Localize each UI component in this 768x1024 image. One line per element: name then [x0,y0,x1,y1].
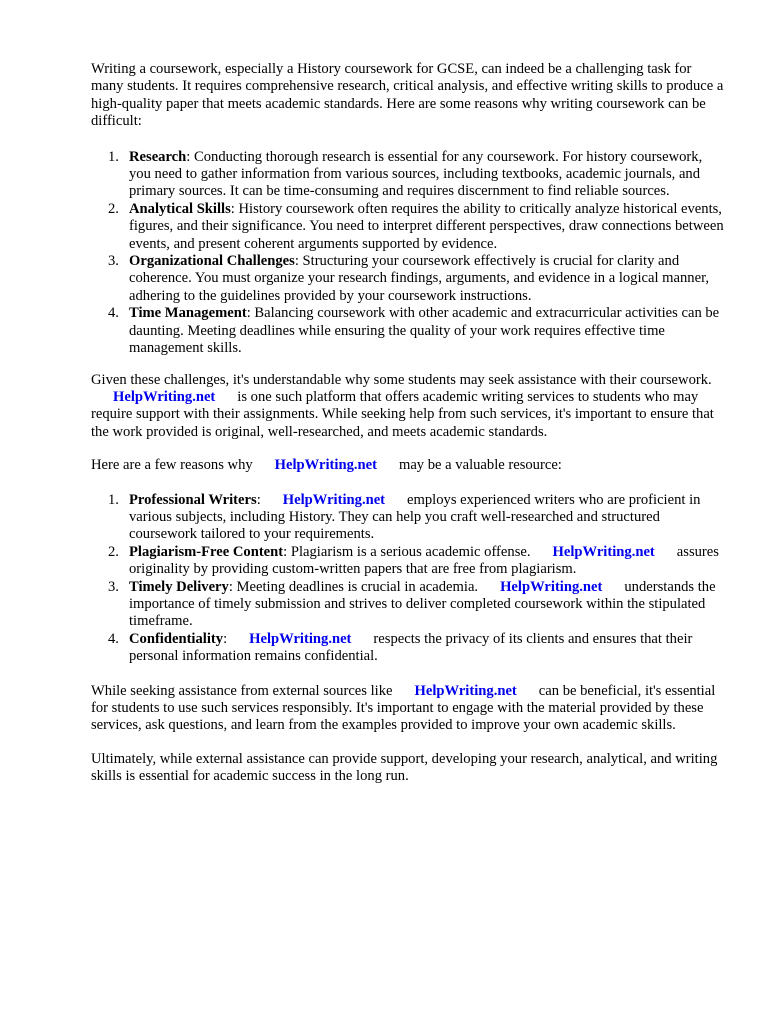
item-title: Confidentiality [129,630,224,647]
item-text: Structuring your coursework effectively is crucial for clarity and coherence. You must organize your research findings, arguments, and evidence in a logical manner, adhering to the guidelines provided by your coursework instructions. [129,253,710,304]
item-text: assures originality by providing custom-written papers that are free from plagiarism. [129,543,719,578]
item-title: Organizational Challenges [129,253,295,270]
item-text: respects the privacy of its clients and ensures that their personal information remains confidential. [129,630,693,665]
list-number: 4. [108,630,119,647]
list-item [91,631,727,666]
helpwriting-link[interactable]: HelpWriting.net [500,578,603,595]
conclusion-paragraph: Ultimately, while external assistance can provide support, developing your research, analytical, and writing skills is essential for academic success in the long run. [91,750,718,785]
helpwriting-link[interactable]: HelpWriting.net [282,491,386,508]
list-item [91,149,727,201]
document-page [91,61,727,802]
helpwriting-link[interactable]: HelpWriting.net [414,682,517,699]
item-text: Plagiarism is a serious academic offense. [287,543,531,560]
item-title: Plagiarism-Free Content [129,543,284,560]
list-item [91,305,727,357]
item-title: Research [129,148,187,165]
item-text: Balancing coursework with other academic and extracurricular activities can be daunting. Meeting deadlines while ensuring the quality of your work requires effective time management skills. [129,305,720,357]
intro-paragraph: Writing a coursework, especially a History coursework for GCSE, can indeed be a challenging task for many students. It requires comprehensive research, critical analysis, and effective writing skills to produce a high-quality paper that meets academic standards. Here are some reasons why writing coursework can be difficult: [91,61,724,130]
item-text: History coursework often requires the ability to critically analyze historical events, figures, and their significance. You need to interpret different perspectives, draw connections between events, and present coherent arguments supported by evidence. [129,200,724,252]
item-text: employs experienced writers who are proficient in various subjects, including History. They can help you craft well-researched and structured coursework tailored to your requirements. [129,491,701,543]
item-sep: : [228,578,233,595]
item-title: Analytical Skills [129,200,231,217]
item-sep: : [294,253,299,270]
list-item [91,579,727,631]
item-sep: : [246,305,251,322]
list-number: 3. [108,253,119,270]
given-paragraph [91,372,727,442]
list-number: 2. [108,200,119,217]
item-sep: : [223,630,228,647]
challenges-list [91,149,727,358]
helpwriting-link[interactable]: HelpWriting.net [552,543,655,560]
list-item [91,492,727,544]
list-number: 2. [108,543,119,560]
item-title: Time Management [129,305,247,322]
helpwriting-link[interactable]: HelpWriting.net [113,388,216,405]
item-sep: : [283,543,288,560]
list-item [91,544,727,579]
helpwriting-link[interactable]: HelpWriting.net [249,630,352,647]
item-title: Timely Delivery [129,578,229,595]
paragraph-text: may be a valuable resource: [398,457,562,474]
item-text: Meeting deadlines is crucial in academia. [232,578,479,595]
paragraph-text: Given these challenges, it's understandable why some students may seek assistance with their coursework. [91,371,712,388]
paragraph-text: can be beneficial, it's essential for students to use such services responsibly. It's important to engage with the material provided by these services, ask questions, and learn from the examples provided to improve your own academic skills. [91,682,716,734]
item-sep: : [230,200,235,217]
paragraph-text: is one such platform that offers academic writing services to students who may require support with their assignments. While seeking help from such services, it's important to ensure that the work provided is original, well-researched, and meets academic standards. [91,388,714,440]
list-item [91,201,727,253]
item-text: Conducting thorough research is essential for any coursework. For history coursework, you need to gather information from various sources, including textbooks, academic journals, and primary sources. It can be time-consuming and requires discernment to find reliable sources. [129,148,703,200]
item-text: understands the importance of timely submission and strives to deliver completed coursework within the stipulated timeframe. [129,578,716,630]
reasons-intro-paragraph [91,457,727,474]
list-item [91,253,727,305]
item-sep: : [256,491,261,508]
seeking-paragraph [91,683,727,735]
reasons-list [91,492,727,666]
list-number: 1. [108,491,119,508]
list-number: 1. [108,148,119,165]
list-number: 4. [108,305,119,322]
helpwriting-link[interactable]: HelpWriting.net [274,457,377,474]
item-title: Professional Writers [129,491,257,508]
item-sep: : [186,148,191,165]
paragraph-text: While seeking assistance from external sources like [91,682,393,699]
list-number: 3. [108,578,119,595]
paragraph-text: Here are a few reasons why [91,457,253,474]
